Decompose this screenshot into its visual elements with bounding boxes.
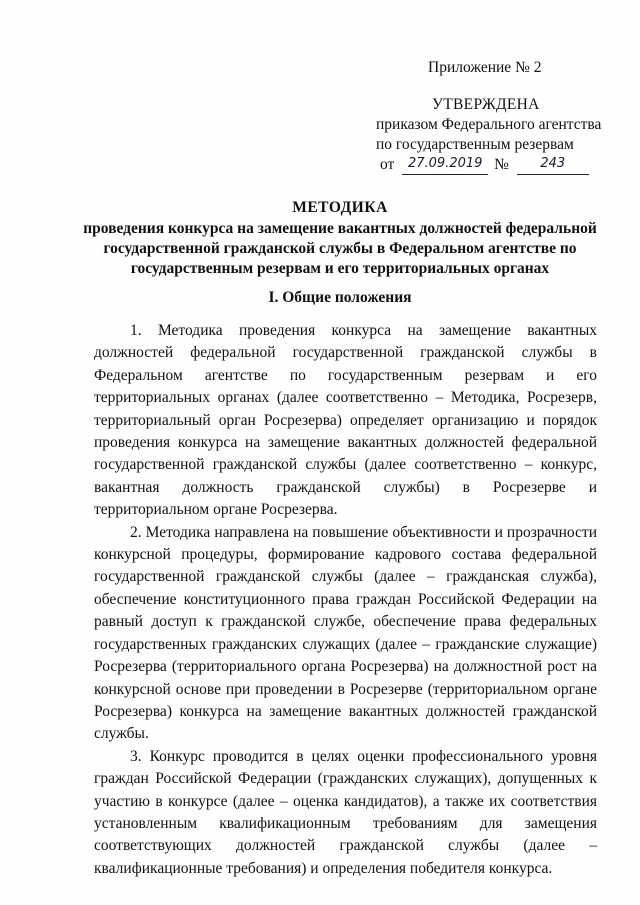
order-number-handwritten: 243 — [517, 156, 589, 175]
approved-label: УТВЕРЖДЕНА — [432, 96, 540, 113]
body-text — [94, 320, 597, 880]
paragraph-1: 1. Методика проведения конкурса на замещение вакантных должностей федеральной государственной гражданской службы в Федеральном агентстве по государственным резервам и его территориальных органах (далее соответственно – Методика, Росрезерв, территориальный орган Росрезерва) определяет организацию и порядок проведения конкурса на замещение вакантных должностей федеральной государственной гражданской службы (далее соответственно – конкурс, вакантная должность гражданской службы) в Росрезерве и территориальном органе Росрезерва. — [94, 322, 597, 519]
order-agency: по государственным резервам — [376, 136, 574, 153]
document-title: МЕТОДИКА — [292, 199, 388, 216]
date-prefix: от — [380, 156, 395, 173]
paragraph-2: 2. Методика направлена на повышение объективности и прозрачности конкурсной процедуры, формирование кадрового состава федеральной государственной гражданской службы (далее – гражданская служба), обеспечение конституционного права граждан Российской Федерации на равный доступ к гражданской службе, обеспечение права федеральных государственных гражданских служащих (далее – гражданские служащие) Росрезерва (территориального органа Росрезерва) на должностной рост на конкурсной основе при проведении в Росрезерве (территориальном органе Росрезерва) конкурса на замещение вакантных должностей гражданской службы. — [94, 523, 597, 743]
order-date-line — [360, 155, 600, 177]
document-title-block — [60, 198, 620, 279]
number-prefix: № — [494, 156, 509, 173]
approval-block — [360, 58, 600, 177]
paragraph-3: 3. Конкурс проводится в целях оценки профессионального уровня граждан Российской Федерации (гражданских служащих), допущенных к участию в конкурсе (далее – оценка кандидатов), а также их соответствия установленным квалификационным требованиям для замещения соответствующих должностей гражданской службы (далее – квалификационные требования) и определения победителя конкурса. — [94, 747, 597, 877]
section-heading: I. Общие положения — [268, 289, 412, 306]
appendix-label: Приложение № 2 — [428, 59, 542, 76]
order-issuer: приказом Федерального агентства — [376, 116, 602, 133]
document-subtitle: проведения конкурса на замещение вакантных должностей федеральной государственной гражданской службы в Федеральном агентстве по государственным резервам и его территориальных органах — [83, 220, 597, 277]
order-date-handwritten: 27.09.2019 — [402, 156, 488, 175]
